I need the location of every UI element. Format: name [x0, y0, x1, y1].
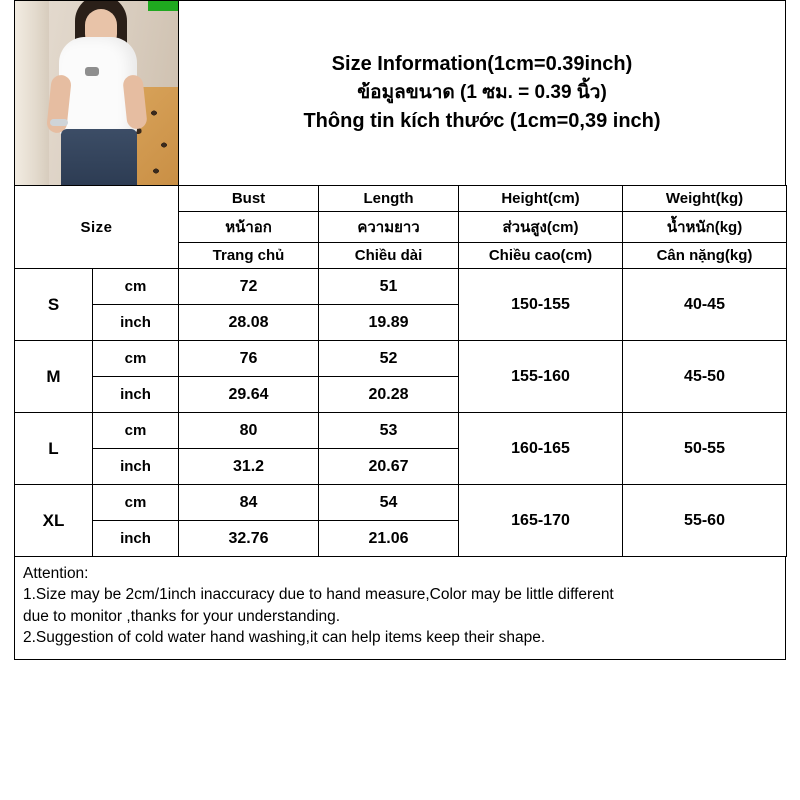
attention-line-3: 2.Suggestion of cold water hand washing,it can help items keep their shape. — [23, 629, 546, 647]
table-row — [15, 413, 787, 449]
bust-cm-l: 80 — [179, 413, 319, 449]
photo-jeans — [61, 129, 137, 185]
attention-line-2: due to monitor ,thanks for your understanding. — [23, 607, 341, 625]
bust-inch-l: 31.2 — [179, 449, 319, 485]
unit-cm-s: cm — [93, 269, 179, 305]
header-height-th: ส่วนสูง(cm) — [459, 212, 623, 243]
row-size-s: S — [15, 269, 93, 341]
attention-line-1: 1.Size may be 2cm/1inch inaccuracy due to hand measure,Color may be little different — [23, 586, 614, 604]
table-row — [15, 485, 787, 521]
weight-s: 40-45 — [623, 269, 787, 341]
height-xl: 165-170 — [459, 485, 623, 557]
attention-block — [14, 557, 786, 660]
table-row — [15, 269, 787, 305]
length-cm-xl: 54 — [319, 485, 459, 521]
length-inch-m: 20.28 — [319, 377, 459, 413]
photo-green-marker — [148, 1, 178, 11]
unit-cm-xl: cm — [93, 485, 179, 521]
unit-cm-m: cm — [93, 341, 179, 377]
header-height-en: Height(cm) — [459, 186, 623, 212]
header-bust-th: หน้าอก — [179, 212, 319, 243]
title-en: Size Information(1cm=0.39inch) — [331, 53, 633, 76]
row-size-xl: XL — [15, 485, 93, 557]
length-cm-m: 52 — [319, 341, 459, 377]
height-s: 150-155 — [459, 269, 623, 341]
title-vi: Thông tin kích thước (1cm=0,39 inch) — [303, 109, 661, 132]
unit-inch-l: inch — [93, 449, 179, 485]
weight-xl: 55-60 — [623, 485, 787, 557]
header-length-vi: Chiều dài — [319, 243, 459, 269]
photo-bracelet — [50, 119, 68, 126]
header-weight-en: Weight(kg) — [623, 186, 787, 212]
weight-l: 50-55 — [623, 413, 787, 485]
header-length-th: ความยาว — [319, 212, 459, 243]
product-photo — [15, 1, 179, 185]
title-th: ข้อมูลขนาด (1 ซม. = 0.39 นิ้ว) — [357, 82, 607, 104]
unit-inch-xl: inch — [93, 521, 179, 557]
unit-inch-m: inch — [93, 377, 179, 413]
bust-cm-s: 72 — [179, 269, 319, 305]
bust-inch-s: 28.08 — [179, 305, 319, 341]
length-cm-l: 53 — [319, 413, 459, 449]
length-inch-xl: 21.06 — [319, 521, 459, 557]
header-bust-vi: Trang chủ — [179, 243, 319, 269]
attention-heading: Attention: — [23, 565, 89, 582]
length-inch-l: 20.67 — [319, 449, 459, 485]
bust-cm-m: 76 — [179, 341, 319, 377]
photo-model — [51, 1, 143, 185]
unit-cm-l: cm — [93, 413, 179, 449]
header-row-en — [15, 186, 787, 212]
bust-inch-m: 29.64 — [179, 377, 319, 413]
height-m: 155-160 — [459, 341, 623, 413]
photo-curtain — [15, 1, 49, 185]
header-weight-vi: Cân nặng(kg) — [623, 243, 787, 269]
header-bust-en: Bust — [179, 186, 319, 212]
bust-inch-xl: 32.76 — [179, 521, 319, 557]
weight-m: 45-50 — [623, 341, 787, 413]
length-inch-s: 19.89 — [319, 305, 459, 341]
bust-cm-xl: 84 — [179, 485, 319, 521]
row-size-m: M — [15, 341, 93, 413]
header-length-en: Length — [319, 186, 459, 212]
row-size-l: L — [15, 413, 93, 485]
photo-chest-logo — [85, 67, 99, 76]
header-weight-th: น้ำหนัก(kg) — [623, 212, 787, 243]
header-band — [14, 0, 786, 185]
size-header-label: Size — [15, 186, 179, 269]
length-cm-s: 51 — [319, 269, 459, 305]
title-block — [179, 1, 785, 185]
table-row — [15, 341, 787, 377]
height-l: 160-165 — [459, 413, 623, 485]
unit-inch-s: inch — [93, 305, 179, 341]
size-table — [14, 185, 787, 557]
header-height-vi: Chiều cao(cm) — [459, 243, 623, 269]
